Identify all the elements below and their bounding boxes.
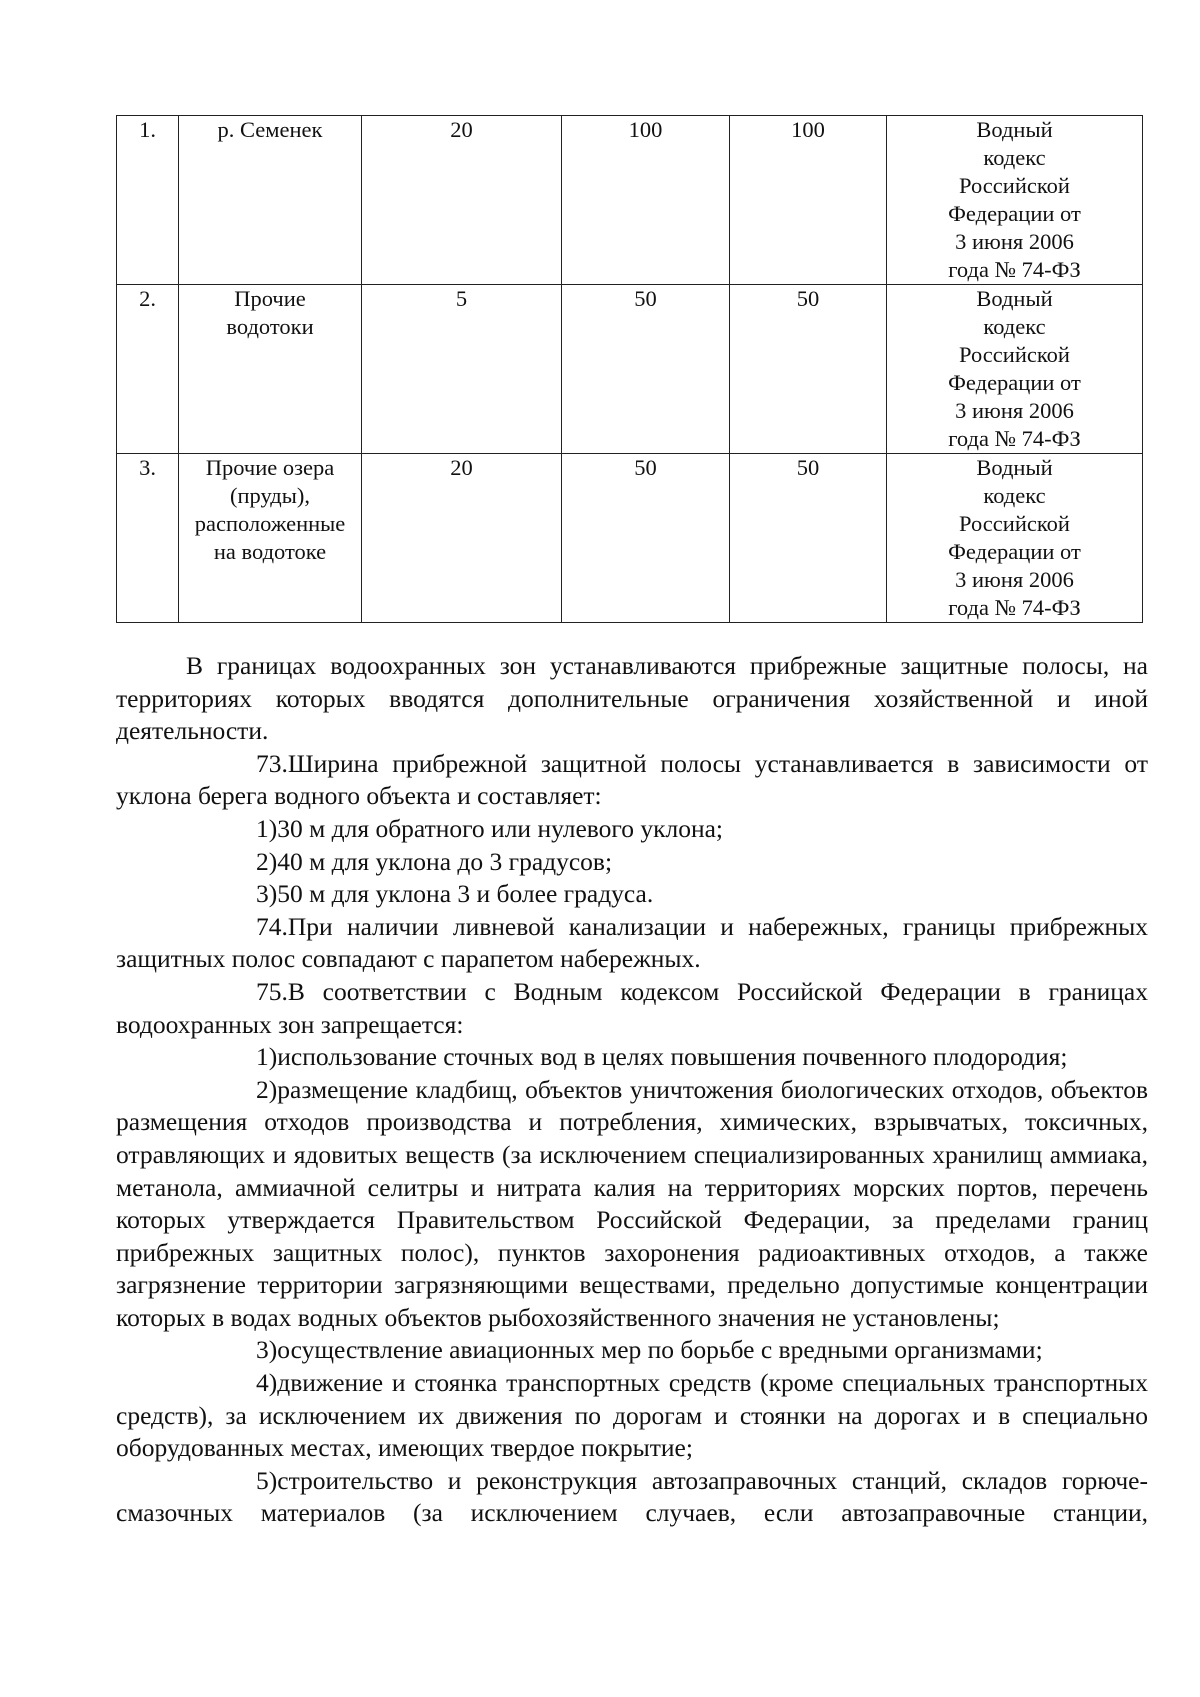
cell-legal-basis-line: Российской (959, 511, 1070, 536)
cell-legal-basis-line: года № 74-ФЗ (948, 595, 1081, 620)
cell-legal-basis (887, 285, 1143, 454)
cell-water-body-name-line: расположенные (194, 511, 346, 536)
table-row (117, 454, 1143, 623)
cell-water-body-name-line: р. Семенек (217, 117, 323, 142)
cell-legal-basis-line: года № 74-ФЗ (948, 257, 1081, 282)
water-protection-table (116, 115, 1143, 623)
cell-legal-basis-line: Федерации от (948, 539, 1081, 564)
cell-water-body-name-line: на водотоке (213, 539, 327, 564)
item-73-3: 3)50 м для уклона 3 и более градуса. (256, 879, 654, 909)
cell-legal-basis-line: Российской (959, 173, 1070, 198)
cell-legal-basis-line: 3 июня 2006 (955, 567, 1074, 592)
cell-legal-basis-line: кодекс (983, 314, 1046, 339)
table-row (117, 116, 1143, 285)
paragraph-75: 75.В соответствии с Водным кодексом Российской Федерации в границах водоохранных зон запрещается: (116, 976, 1148, 1039)
cell-water-body-name-line: Прочие озера (205, 455, 335, 480)
cell-legal-basis-line: Водный (976, 117, 1053, 142)
cell-water-body-name (179, 454, 362, 623)
item-75-5: 5)строительство и реконструкция автозаправочных станций, складов горюче-смазочных материалов (за исключением случаев, если автозаправочные станции, (116, 1465, 1148, 1528)
item-75-2: 2)размещение кладбищ, объектов уничтожения биологических отходов, объектов размещения отходов производства и потребления, химических, взрывчатых, токсичных, отравляющих и ядовитых веществ (за исключением специализированных хранилищ аммиака, метанола, аммиачной селитры и нитрата калия на территориях морских портов, перечень которых утверждается Правительством Российской Федерации, за пределами границ прибрежных защитных полос), пунктов захоронения радиоактивных отходов, а также загрязнение территории загрязняющими веществами, предельно допустимые концентрации которых в водах водных объектов рыбохозяйственного значения не установлены; (116, 1074, 1148, 1332)
cell-water-body-name-line: Прочие (234, 286, 306, 311)
cell-value-2: 50 (562, 285, 730, 454)
item-75-3: 3)осуществление авиационных мер по борьбе с вредными организмами; (256, 1335, 1043, 1365)
cell-number: 1. (117, 116, 179, 285)
paragraph-intro: В границах водоохранных зон устанавливаются прибрежные защитные полосы, на территориях которых вводятся дополнительные ограничения хозяйственной и иной деятельности. (116, 651, 1148, 746)
cell-legal-basis-line: 3 июня 2006 (955, 229, 1074, 254)
cell-water-body-name (179, 285, 362, 454)
cell-legal-basis-line: 3 июня 2006 (955, 398, 1074, 423)
cell-water-body-name (179, 116, 362, 285)
cell-legal-basis-line: Водный (976, 286, 1053, 311)
cell-number: 3. (117, 454, 179, 623)
item-75-4: 4)движение и стоянка транспортных средств (кроме специальных транспортных средств), за исключением их движения по дорогам и стоянки на дорогах и в специально оборудованных местах, имеющих твердое покрытие; (116, 1368, 1148, 1463)
cell-legal-basis-line: кодекс (983, 483, 1046, 508)
paragraph-73: 73.Ширина прибрежной защитной полосы устанавливается в зависимости от уклона берега водного объекта и составляет: (116, 748, 1148, 811)
cell-value-3: 50 (730, 285, 887, 454)
cell-value-1: 20 (362, 116, 562, 285)
cell-number: 2. (117, 285, 179, 454)
cell-value-2: 50 (562, 454, 730, 623)
table-body (117, 116, 1143, 623)
cell-legal-basis-line: года № 74-ФЗ (948, 426, 1081, 451)
item-73-1: 1)30 м для обратного или нулевого уклона; (256, 813, 724, 843)
cell-legal-basis-line: кодекс (983, 145, 1046, 170)
table-row (117, 285, 1143, 454)
cell-legal-basis-line: Российской (959, 342, 1070, 367)
cell-water-body-name-line: (пруды), (229, 483, 310, 508)
cell-legal-basis-line: Федерации от (948, 370, 1081, 395)
cell-legal-basis (887, 116, 1143, 285)
cell-value-3: 100 (730, 116, 887, 285)
cell-value-1: 20 (362, 454, 562, 623)
cell-legal-basis (887, 454, 1143, 623)
cell-value-1: 5 (362, 285, 562, 454)
cell-water-body-name-line: водотоки (226, 314, 314, 339)
cell-value-2: 100 (562, 116, 730, 285)
cell-legal-basis-line: Водный (976, 455, 1053, 480)
document-text (116, 650, 1148, 1530)
cell-value-3: 50 (730, 454, 887, 623)
item-73-2: 2)40 м для уклона до 3 градусов; (256, 846, 613, 876)
item-75-1: 1)использование сточных вод в целях повышения почвенного плодородия; (256, 1042, 1068, 1072)
paragraph-74: 74.При наличии ливневой канализации и набережных, границы прибрежных защитных полос совпадают с парапетом набережных. (116, 911, 1148, 974)
cell-legal-basis-line: Федерации от (948, 201, 1081, 226)
